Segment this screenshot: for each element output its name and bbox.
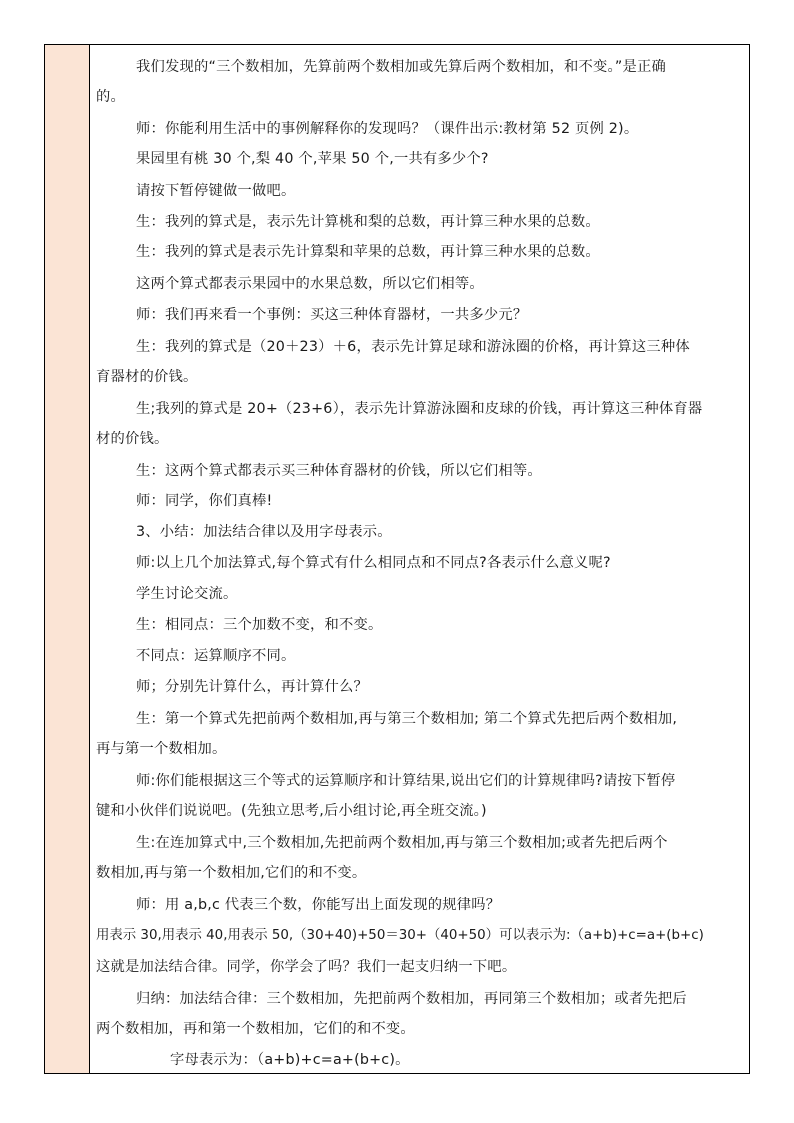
text-line: 两个数相加，再和第一个数相加，它们的和不变。 <box>96 1021 415 1037</box>
text-line: 再与第一个数相加。 <box>96 741 227 757</box>
side-column-cell <box>45 45 90 1073</box>
text-line: 归纳：加法结合律：三个数相加，先把前两个数相加，再同第三个数相加；或者先把后 <box>136 991 687 1007</box>
lesson-table <box>44 44 750 1074</box>
text-line: 师:你们能根据这三个等式的运算顺序和计算结果,说出它们的计算规律吗?请按下暂停 <box>136 773 676 789</box>
text-line: 的。 <box>96 89 125 105</box>
text-line: 师：你能利用生活中的事例解释你的发现吗？（课件出示:教材第 52 页例 2)。 <box>136 121 639 137</box>
text-line: 材的价钱。 <box>96 431 169 447</box>
text-line: 这两个算式都表示果园中的水果总数，所以它们相等。 <box>136 276 484 292</box>
text-line: 生：相同点：三个加数不变，和不变。 <box>136 617 383 633</box>
text-line: 师:以上几个加法算式,每个算式有什么相同点和不同点?各表示什么意义呢? <box>136 555 611 571</box>
text-line: 这就是加法结合律。同学，你学会了吗？我们一起支归纳一下吧。 <box>96 959 517 975</box>
text-line: 育器材的价钱。 <box>96 369 198 385</box>
text-line: 师：我们再来看一个事例：买这三种体育器材，一共多少元？ <box>136 307 528 323</box>
text-line: 果园里有桃 30 个,梨 40 个,苹果 50 个,一共有多少个? <box>136 151 489 167</box>
text-line: 数相加,再与第一个数相加,它们的和不变。 <box>96 865 367 881</box>
text-line: 生：我列的算式是，表示先计算桃和梨的总数，再计算三种水果的总数。 <box>136 214 600 230</box>
text-line: 学生讨论交流。 <box>136 586 238 602</box>
text-line: 生:在连加算式中,三个数相加,先把前两个数相加,再与第三个数相加;或者先把后两个 <box>136 835 668 851</box>
content-cell <box>90 45 749 1073</box>
text-line: 用表示 30,用表示 40,用表示 50,（30+40)+50＝30+（40+50）可以表示为:（a+b)+c=a+(b+c) <box>96 928 704 943</box>
text-line: 生：我列的算式是（20＋23）＋6，表示先计算足球和游泳圈的价格，再计算这三种体 <box>136 339 690 355</box>
text-line: 生：第一个算式先把前两个数相加,再与第三个数相加; 第二个算式先把后两个数相加, <box>136 711 678 727</box>
text-line: 生：我列的算式是表示先计算梨和苹果的总数，再计算三种水果的总数。 <box>136 244 600 260</box>
text-line: 师：同学，你们真棒! <box>136 493 273 509</box>
text-line: 3、小结：加法结合律以及用字母表示。 <box>136 524 392 540</box>
text-line: 请按下暂停键做一做吧。 <box>136 183 296 199</box>
text-line: 键和小伙伴们说说吧。(先独立思考,后小组讨论,再全班交流。) <box>96 803 487 819</box>
text-line: 不同点：运算顺序不同。 <box>136 648 296 664</box>
text-line: 生;我列的算式是 20+（23+6），表示先计算游泳圈和皮球的价钱，再计算这三种体育器 <box>136 401 703 417</box>
text-line: 字母表示为：（a+b)+c=a+(b+c)。 <box>170 1052 410 1068</box>
text-line: 生：这两个算式都表示买三种体育器材的价钱，所以它们相等。 <box>136 463 542 479</box>
text-line: 师：用 a,b,c 代表三个数，你能写出上面发现的规律吗？ <box>136 897 501 913</box>
text-line: 我们发现的“三个数相加，先算前两个数相加或先算后两个数相加，和不变。”是正确 <box>136 59 666 75</box>
text-line: 师；分别先计算什么，再计算什么？ <box>136 679 368 695</box>
